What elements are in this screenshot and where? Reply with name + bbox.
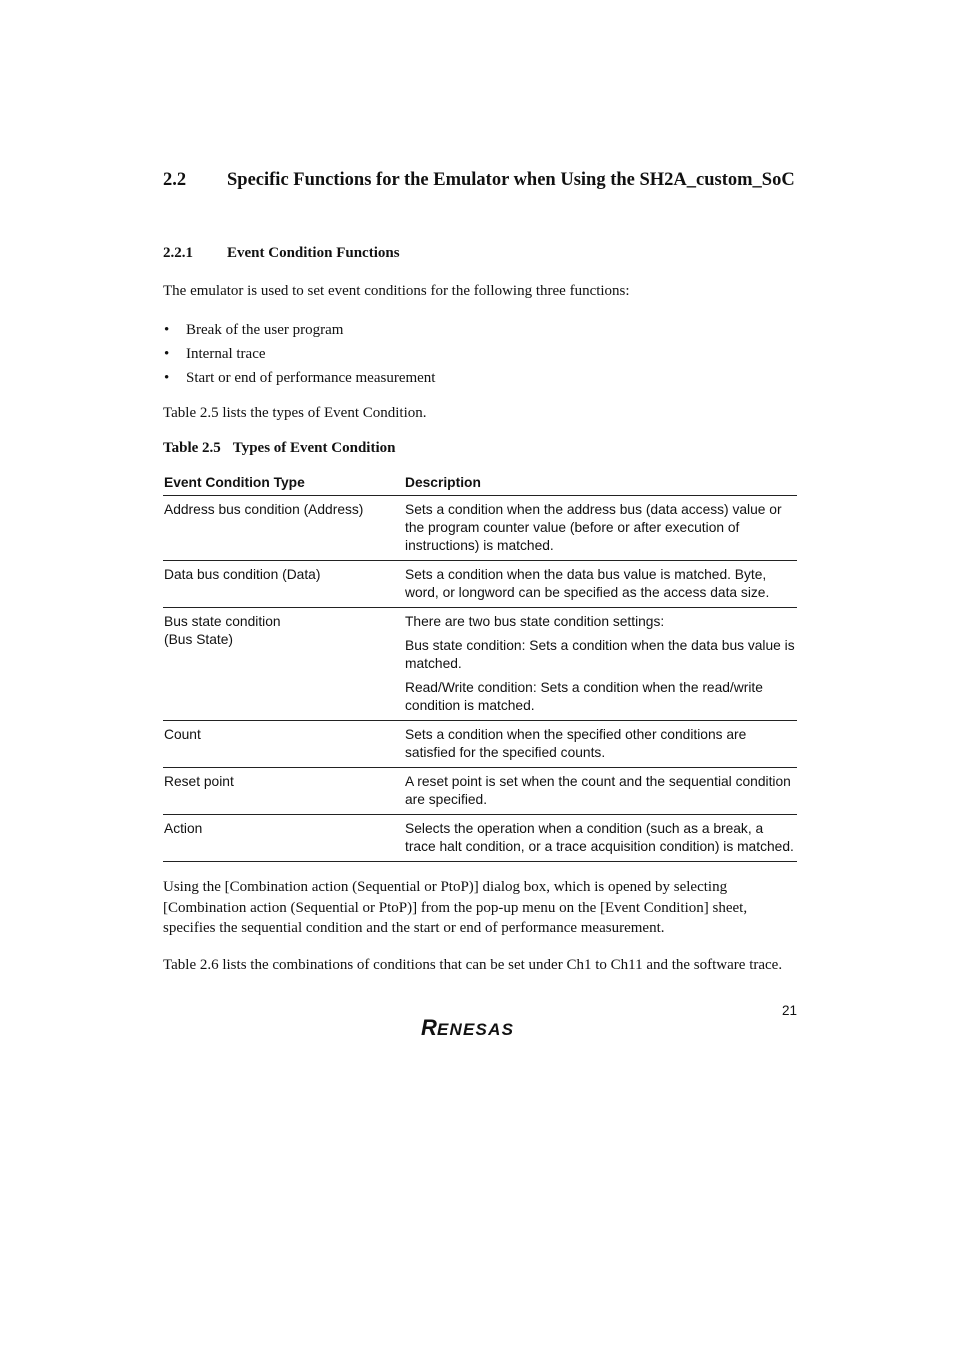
cell-type: Address bus condition (Address) (163, 496, 404, 561)
table-reference-paragraph: Table 2.5 lists the types of Event Condition. (163, 405, 427, 421)
table-row (163, 768, 797, 815)
list-item (163, 318, 435, 342)
event-condition-table (163, 472, 797, 862)
subsection-heading (163, 244, 400, 262)
bullet-icon: • (164, 322, 170, 338)
bullet-icon: • (164, 346, 170, 362)
list-item (163, 366, 435, 390)
table26-paragraph: Table 2.6 lists the combinations of conditions that can be set under Ch1 to Ch11 and the software trace. (163, 957, 783, 973)
cell-description: Sets a condition when the data bus value is matched. Byte, word, or longword can be specified as the access data size. (404, 561, 797, 608)
table-header-row (163, 472, 797, 496)
list-item (163, 342, 435, 366)
column-header-description: Description (404, 472, 797, 496)
list-item-text: Break of the user program (186, 322, 344, 338)
cell-description: A reset point is set when the count and the sequential condition are specified. (404, 768, 797, 815)
function-list (163, 318, 435, 390)
section-title: Specific Functions for the Emulator when Using the SH2A_custom_SoC (227, 170, 795, 190)
subsection-number: 2.2.1 (163, 245, 193, 261)
renesas-logo (420, 1016, 542, 1040)
section-heading (163, 168, 803, 192)
cell-description-part: Read/Write condition: Sets a condition when the read/write condition is matched. (405, 680, 763, 713)
cell-type: Count (163, 721, 404, 768)
table-row (163, 608, 797, 721)
intro-paragraph: The emulator is used to set event conditions for the following three functions: (163, 283, 630, 299)
table-caption (163, 440, 395, 457)
cell-type: Action (163, 815, 404, 862)
cell-type (163, 608, 404, 721)
cell-type-line: Bus state condition (164, 614, 281, 629)
subsection-title: Event Condition Functions (227, 245, 400, 261)
section-number: 2.2 (163, 170, 187, 190)
cell-description: Sets a condition when the address bus (data access) value or the program counter value (before or after execution of instructions) is matched. (404, 496, 797, 561)
column-header-type: Event Condition Type (163, 472, 404, 496)
list-item-text: Start or end of performance measurement (186, 370, 436, 386)
table-row (163, 721, 797, 768)
bullet-icon: • (164, 370, 170, 386)
table-caption-number: Table 2.5 (163, 440, 221, 456)
list-item-text: Internal trace (186, 346, 266, 362)
table-row (163, 561, 797, 608)
cell-type-line: (Bus State) (164, 632, 234, 647)
svg-text:ENESAS: ENESAS (437, 1020, 515, 1039)
cell-description-part: There are two bus state condition settings: (405, 614, 665, 629)
svg-text:R: R (421, 1016, 437, 1040)
cell-description (404, 608, 797, 721)
table-caption-title: Types of Event Condition (232, 440, 396, 456)
cell-type: Data bus condition (Data) (163, 561, 404, 608)
table-row (163, 815, 797, 862)
combination-paragraph: Using the [Combination action (Sequential or PtoP)] dialog box, which is opened by selecting [Combination action (Sequential or PtoP)] from the pop-up menu on the [Event Condition] sheet, specifies the sequential condition and the start or end of performance measurement. (163, 879, 748, 936)
page-number: 21 (781, 1003, 797, 1018)
cell-description-part: Bus state condition: Sets a condition when the data bus value is matched. (405, 638, 795, 671)
cell-description: Sets a condition when the specified other conditions are satisfied for the specified counts. (404, 721, 797, 768)
cell-description: Selects the operation when a condition (such as a break, a trace halt condition, or a trace acquisition condition) is matched. (404, 815, 797, 862)
cell-type: Reset point (163, 768, 404, 815)
table-row (163, 496, 797, 561)
